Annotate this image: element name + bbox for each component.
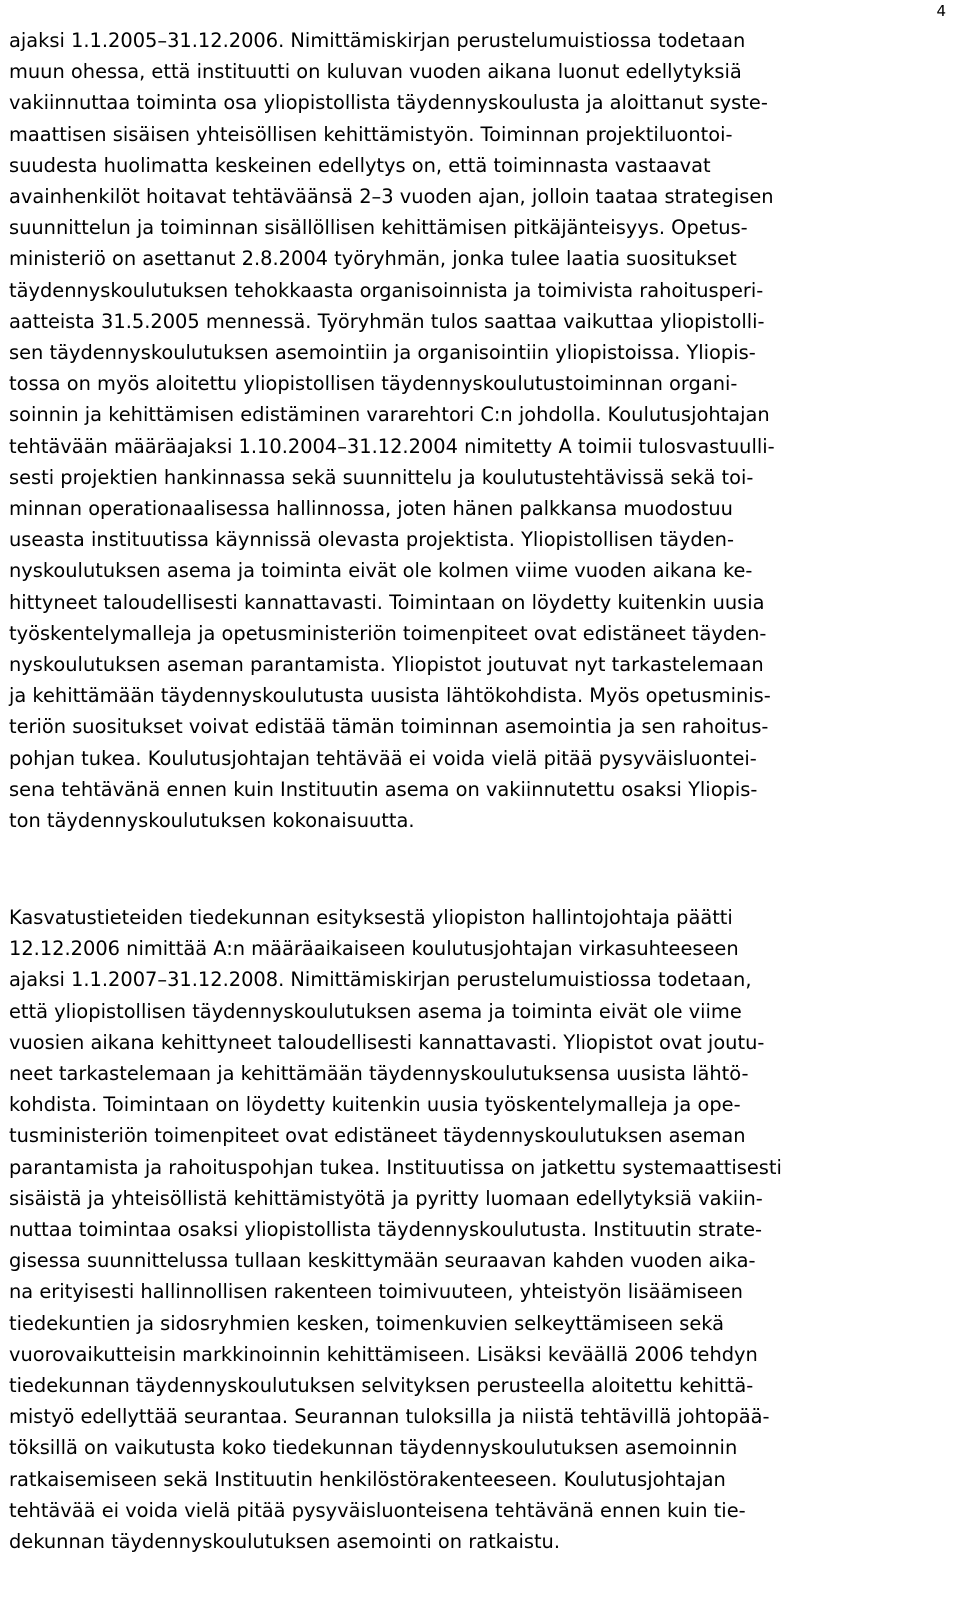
text-line: täydennyskoulutuksen tehokkaasta organisoinnista ja toimivista rahoitusperi- <box>9 278 764 302</box>
text-line: nyskoulutuksen aseman parantamista. Yliopistot joutuvat nyt tarkastelemaan <box>9 653 764 677</box>
text-line: sesti projektien hankinnassa sekä suunnittelu ja koulutustehtävissä sekä toi- <box>9 465 754 489</box>
text-line: suudesta huolimatta keskeinen edellytys on, että toiminnasta vastaavat <box>9 153 711 177</box>
text-line: useasta instituutissa käynnissä olevasta projektista. Yliopistollisen täyden- <box>9 528 734 552</box>
text-line: aatteista 31.5.2005 mennessä. Työryhmän tulos saattaa vaikuttaa yliopistolli- <box>9 309 765 333</box>
text-line: 12.12.2006 nimittää A:n määräaikaiseen koulutusjohtajan virkasuhteeseen <box>9 937 739 961</box>
text-line: kohdista. Toimintaan on löydetty kuitenkin uusia työskentelymalleja ja ope- <box>9 1093 741 1117</box>
text-line: hittyneet taloudellisesti kannattavasti. Toimintaan on löydetty kuitenkin uusia <box>9 590 765 614</box>
text-line: vuorovaikutteisin markkinoinnin kehittämiseen. Lisäksi keväällä 2006 tehdyn <box>9 1342 758 1366</box>
text-line: ton täydennyskoulutuksen kokonaisuutta. <box>9 809 415 833</box>
text-line: sena tehtävänä ennen kuin Instituutin asema on vakiinnutettu osaksi Yliopis- <box>9 777 758 801</box>
text-line: mistyö edellyttää seurantaa. Seurannan tuloksilla ja niistä tehtävillä johtopää- <box>9 1405 770 1429</box>
text-line: nyskoulutuksen asema ja toiminta eivät ole kolmen viime vuoden aikana ke- <box>9 559 753 583</box>
body-paragraph-2 <box>9 902 939 1557</box>
text-line: ajaksi 1.1.2007–31.12.2008. Nimittämiskirjan perustelumuistiossa todetaan, <box>9 968 752 992</box>
text-line: pohjan tukea. Koulutusjohtajan tehtävää ei voida vielä pitää pysyväisluontei- <box>9 746 757 770</box>
text-line: ja kehittämään täydennyskoulutusta uusista lähtökohdista. Myös opetusminis- <box>9 684 771 708</box>
body-paragraph-1 <box>9 25 939 836</box>
text-line: tehtävää ei voida vielä pitää pysyväisluonteisena tehtävänä ennen kuin tie- <box>9 1498 746 1522</box>
text-line: tiedekunnan täydennyskoulutuksen selvityksen perusteella aloitettu kehittä- <box>9 1374 754 1398</box>
text-line: vakiinnuttaa toiminta osa yliopistollista täydennyskoulusta ja aloittanut syste- <box>9 91 768 115</box>
text-line: dekunnan täydennyskoulutuksen asemointi on ratkaistu. <box>9 1530 560 1554</box>
text-line: avainhenkilöt hoitavat tehtäväänsä 2–3 vuoden ajan, jolloin taataa strategisen <box>9 185 774 209</box>
text-line: maattisen sisäisen yhteisöllisen kehittämistyön. Toiminnan projektiluontoi- <box>9 122 733 146</box>
text-line: soinnin ja kehittämisen edistäminen vararehtori C:n johdolla. Koulutusjohtajan <box>9 403 770 427</box>
text-line: tehtävään määräajaksi 1.10.2004–31.12.2004 nimitetty A toimii tulosvastuulli- <box>9 434 775 458</box>
text-line: sen täydennyskoulutuksen asemointiin ja organisointiin yliopistoissa. Yliopis- <box>9 341 756 365</box>
text-line: sisäistä ja yhteisöllistä kehittämistyötä ja pyritty luomaan edellytyksiä vakiin- <box>9 1186 763 1210</box>
text-line: Kasvatustieteiden tiedekunnan esityksestä yliopiston hallintojohtaja päätti <box>9 906 733 929</box>
text-line: suunnittelun ja toiminnan sisällöllisen kehittämisen pitkäjänteisyys. Opetus- <box>9 216 748 240</box>
text-line: tiedekuntien ja sidosryhmien kesken, toimenkuvien selkeyttämiseen sekä <box>9 1311 725 1335</box>
text-line: ministeriö on asettanut 2.8.2004 työryhmän, jonka tulee laatia suositukset <box>9 247 737 271</box>
text-line: töksillä on vaikutusta koko tiedekunnan täydennyskoulutuksen asemoinnin <box>9 1436 738 1460</box>
text-line: minnan operationaalisessa hallinnossa, joten hänen palkkansa muodostuu <box>9 497 733 521</box>
page-number: 4 <box>936 2 946 20</box>
text-line: gisessa suunnittelussa tullaan keskittymään seuraavan kahden vuoden aika- <box>9 1249 756 1273</box>
text-line: työskentelymalleja ja opetusministeriön toimenpiteet ovat edistäneet täyden- <box>9 621 767 645</box>
text-line: ajaksi 1.1.2005–31.12.2006. Nimittämiskirjan perustelumuistiossa todetaan <box>9 29 746 52</box>
text-line: na erityisesti hallinnollisen rakenteen toimivuuteen, yhteistyön lisäämiseen <box>9 1280 743 1304</box>
text-line: että yliopistollisen täydennyskoulutuksen asema ja toiminta eivät ole viime <box>9 999 742 1023</box>
text-line: parantamista ja rahoituspohjan tukea. Instituutissa on jatkettu systemaattisesti <box>9 1155 782 1179</box>
text-line: muun ohessa, että instituutti on kuluvan vuoden aikana luonut edellytyksiä <box>9 60 742 84</box>
text-line: tossa on myös aloitettu yliopistollisen täydennyskoulutustoiminnan organi- <box>9 372 738 396</box>
text-line: neet tarkastelemaan ja kehittämään täydennyskoulutuksensa uusista lähtö- <box>9 1062 749 1086</box>
text-line: nuttaa toimintaa osaksi yliopistollista täydennyskoulutusta. Instituutin strate- <box>9 1218 763 1242</box>
text-line: vuosien aikana kehittyneet taloudellisesti kannattavasti. Yliopistot ovat joutu- <box>9 1030 765 1054</box>
text-line: teriön suositukset voivat edistää tämän toiminnan asemointia ja sen rahoitus- <box>9 715 769 739</box>
text-line: tusministeriön toimenpiteet ovat edistäneet täydennyskoulutuksen aseman <box>9 1124 746 1148</box>
text-line: ratkaisemiseen sekä Instituutin henkilöstörakenteeseen. Koulutusjohtajan <box>9 1467 726 1491</box>
